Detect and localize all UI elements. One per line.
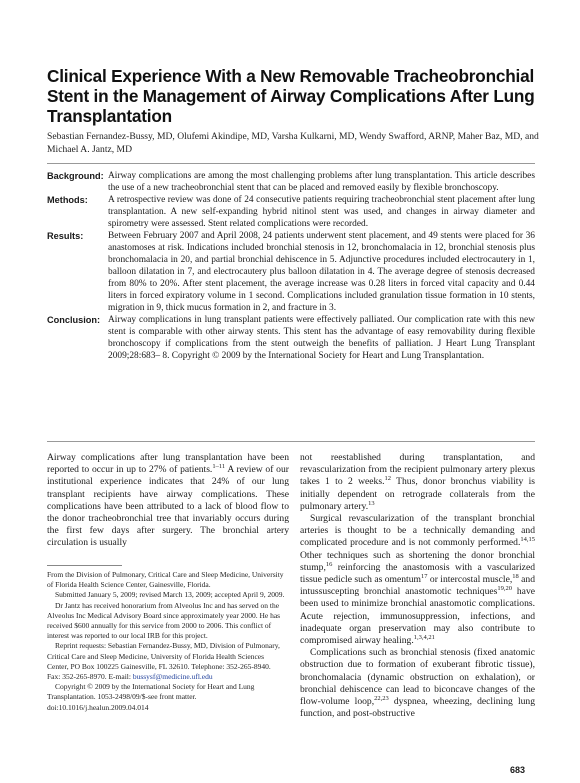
body-text: have been used to minimize bronchial anastomotic complications. Acute rejection, immunosuppression, infections, and inadequate organ preservation may also contribute to compromised airway healing. (300, 586, 535, 647)
citation-ref: 19,20 (497, 585, 513, 593)
abstract-label: Background: (47, 171, 104, 181)
citation-ref: 12 (384, 475, 391, 483)
abstract-bottom-rule (47, 441, 535, 442)
body-column-left (47, 452, 289, 550)
citation-ref: 18 (512, 572, 519, 580)
body-text: Thus, donor bronchus viability is initially dependent on retrograde collaterals from the pulmonary artery. (300, 476, 535, 512)
body-column-right (300, 452, 535, 720)
article-title: Clinical Experience With a New Removable Tracheobronchial Stent in the Management of Airway Complications After Lung Transplantation (47, 66, 535, 126)
footnote-copyright: Copyright © 2009 by the International Society for Heart and Lung Transplantation. 1053-2498/09/$-see front matter. doi:10.1016/j.healun.2009.04.014 (47, 682, 255, 712)
abstract-label: Results: (47, 231, 84, 241)
body-text: reinforcing the anastomosis with a vascularized tissue pedicle such as omentum (300, 561, 535, 586)
abstract-text: Airway complications are among the most challenging problems after lung transplantation. This article describes the use of a new tracheobronchial stent that can be placed and removed easily by flexible bronchoscopy. (108, 171, 535, 193)
body-text: and intussuscepting bronchial anastomotic techniques (300, 574, 536, 598)
body-text: Airway complications after lung transplantation have been reported to occur in up to 27% of patients. (47, 452, 289, 476)
abstract (47, 170, 535, 362)
body-text: A review of our institutional experience indicates that 24% of our lung transplant recipients have airway complications. These complications have been attributed to a lack of blood flow to the donor tracheobronchial tree that invariably occurs during the first few days after surgery. The bronchial artery circulation is usually (47, 464, 289, 549)
body-text: or intercostal muscle, (427, 574, 513, 586)
body-text: not reestablished during transplantation, and revascularization from the recipient pulmonary artery plexus takes 1 to 2 weeks. (300, 452, 535, 488)
abstract-label: Methods: (47, 195, 88, 205)
citation-ref: 14,15 (520, 536, 535, 544)
body-paragraph (300, 647, 535, 720)
abstract-conclusion (47, 314, 535, 362)
footnote-text: Reprint requests: Sebastian Fernandez-Bussy, MD, Division of Pulmonary, Critical Care and Sleep Medicine, University of Florida Health Sciences Center, PO Box 100225 Gainesville, FL 32610. Telephone: 352-265-8940. Fax: 352-265-8970. E-mail: (47, 641, 280, 682)
body-text: dyspnea, wheezing, declining lung function, and post-obstructive (300, 696, 535, 720)
body-paragraph (300, 452, 535, 513)
citation-ref: 13 (368, 499, 375, 507)
body-paragraph (47, 452, 289, 550)
abstract-background (47, 170, 535, 194)
citation-ref: 22,23 (374, 694, 389, 702)
citation-ref: 16 (325, 560, 333, 568)
abstract-text: A retrospective review was done of 24 consecutive patients requiring tracheobronchial stent placement after lung transplantation. A new self-expanding hybrid nitinol stent was used, and changes in airway diameter and spirometry were assessed. Stent related complications were recorded. (108, 195, 535, 229)
abstract-label: Conclusion: (47, 315, 101, 325)
footnote-disclosure: Dr Jantz has received honorarium from Alveolus Inc and has served on the Alveolus Inc Medical Advisory Board since approximately year 2000. He has received $600 annually for this service from 2000 to 2006. This conflict of interest was reported to our local IRB for this project. (47, 600, 281, 641)
abstract-top-rule (47, 163, 535, 164)
abstract-results (47, 230, 535, 314)
body-text: Surgical revascularization of the transplant bronchial arteries is thought to be a technically demanding and complicated procedure and is not commonly performed. (300, 513, 535, 549)
citation-ref: 17 (421, 572, 428, 580)
citation-ref: 1,3,4,21 (413, 633, 435, 641)
footnote-reprint (47, 641, 285, 682)
body-text: Complications such as bronchial stenosis (fixed anatomic obstruction due to formation of exuberant fibrotic tissue), bronchomalacia (dynamic obstruction on exhalation), or bronchial dehiscence can lead to biconcave changes of the flow-volume loop, (300, 647, 535, 708)
abstract-text: Airway complications in lung transplant patients were effectively palliated. Our complication rate with this new stent is comparable with other airway stents. This stent has the advantage of easy removability during flexible bronchoscopy if complications from the stent outweigh the benefits of palliation. J Heart Lung Transplant 2009;28:683– 8. Copyright © 2009 by the International Society for Heart and Lung Transplantation. (108, 315, 535, 361)
abstract-methods (47, 194, 535, 230)
abstract-text: Between February 2007 and April 2008, 24 patients underwent stent placement, and 49 stents were placed for 36 anastomoses at risk. Indications included bronchial stenosis in 12, bronchomalacia in 12, bronchial stenosis plus bronchomalacia in 20, and partial bronchial dehiscence in 5. Adjunctive procedures included electrocautery in 1, balloon dilatation in 7, and electrocautery plus balloon dilatation in 4. The average degree of stenosis decreased from 80% to 20%. After stent placement, the average increase was 0.28 liters in forced vital capacity and 0.44 liters in forced expiratory volume in 1 second. Complications included granulation tissue formation in 10 stents, migration in 9, thick mucus formation in 2, and fracture in 3. (108, 231, 535, 313)
footnote-affiliation: From the Division of Pulmonary, Critical Care and Sleep Medicine, University of Florida Health Science Center, Gainesville, Florida. (47, 570, 284, 590)
body-text: Other techniques such as shortening the donor bronchial stump, (300, 549, 535, 573)
footnotes (47, 570, 285, 713)
email-link[interactable]: bussysf@medicine.ufl.edu (132, 672, 213, 682)
citation-ref: 1–11 (212, 463, 226, 471)
body-paragraph (300, 513, 535, 647)
footnote-dates: Submitted January 5, 2009; revised March 13, 2009; accepted April 9, 2009. (55, 590, 285, 600)
footnote-rule (47, 565, 122, 566)
author-list: Sebastian Fernandez-Bussy, MD, Olufemi Akindipe, MD, Varsha Kulkarni, MD, Wendy Swafford, ARNP, Maher Baz, MD, and Michael A. Jantz, MD (47, 131, 539, 155)
page-number: 683 (510, 765, 526, 775)
